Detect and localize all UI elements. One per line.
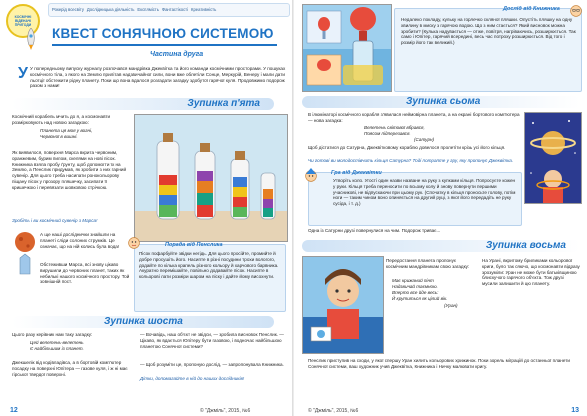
nav-item: Рокерід всесвіту <box>52 7 84 12</box>
dzhekvitka-icon <box>304 168 318 182</box>
section-5-title: Зупинка п'ята <box>187 98 260 109</box>
intro-text: У попередньому випуску журналу розпочався мандрівка Джеквітка та його команди космічними просторами. У пошуках космічного тіла, з якого на Землю прилітав надзвичайної сили, вони вже облетіли Сонце, Меркурій, Венеру і мали дати льотції обстежити рідну планету. Поки що вона вдалося розгадати загадку здобутої гарячої куля. Продовжимо подорож разом з нами! <box>30 66 286 89</box>
left-page <box>0 0 293 416</box>
nav-item: Дослідницька діяльність <box>86 7 135 12</box>
s8-intro: Передостання планета пропонує космічним мандрівникам свою загадку: <box>386 258 470 269</box>
dzhekvitka-game-label: Гра від Джеквітки <box>331 170 382 176</box>
title-underline <box>52 44 277 46</box>
s7-intro: В ілюмінаторі космічного корабля з'явилася неймовірна планета, а на екрані бортового комп'ютера — нова загадка: <box>308 112 520 123</box>
game-text: Утворіть коло. Угості один назви назване на руку з купками кільця. Попросуєте кожен у руки. Кільця треба переносити по всьому колу й знову повернути першими учасникові, не відпускаючи при цьому рук. (Спочатку в кільця проносьте голову, потім ноги — таким чином воно опиняється на другий руці, з якої його передадіть не руку сусіда, і т. д.) <box>333 178 516 207</box>
s7-poem-line: Велетень світової вбрався, <box>364 125 425 130</box>
penslyk-tip-text: Пісок пофарбуйте звідки негідь. Для цього просійте, промийте й добре просушіть його. Насипте в різні посудини трохи вологого, додайте по кілька крапель різного кольору й харчового барвника. Акуратно перемішайте, повільно додавайте пісок. Насипте в кольорові лати розміри шаром на піску і дайте йому висохнути. <box>139 251 279 280</box>
s8-poem-line: Й крутиться як цілий вік. <box>392 296 448 301</box>
s5-question: Зробіть і ви космічний сувенір з Марса! <box>12 218 98 223</box>
s7-question: Чи готові ви молодостівчить кільця Сатурна? Тоді потрапте у гру, яку пропонує Джеквітка. <box>308 158 514 163</box>
left-page-number: 12 <box>10 407 18 414</box>
section-8-title: Зупинка восьма <box>485 240 566 251</box>
s6-dialogue-1: — Вочавідь, наш об'єкт не звідси, — зробила висновок Пенслик. — Цікаво, як вдається Юпітеру бути газовою, і водночас найбільшою планетою Сонячної системи? <box>140 332 284 349</box>
nav-item: Фантастікості <box>161 7 189 12</box>
s8-body: На Урані, вкритому бриликами кольорової криги, було так сяючо, що космонавти відразу зрозуміли: Уран не може бути батьківщиною блискучого гарячого об'єкта. Тож друзі мусили залишити й цю планету. <box>482 258 580 287</box>
s8-poem-source: (Уран) <box>444 303 458 308</box>
drop-cap: У <box>18 65 28 82</box>
penslyk-icon <box>128 236 140 248</box>
mars-illustration <box>12 228 38 276</box>
knyzhnyk-experiment-box <box>394 8 582 92</box>
section-6-header <box>12 316 274 328</box>
s6-dialogue-2: — Щоб розуміти це, пропоную дослід, — запропонувала Книжника. <box>140 362 284 367</box>
nav-item: Експлмість <box>137 7 159 12</box>
s5-water: А ще наші досліднички знайшли на планеті сліди солоних струмків. Це означає, що на ній колись була вода! <box>40 232 120 249</box>
page-title: КВЕСТ СОНЯЧНОЮ СИСТЕМОЮ <box>52 26 274 41</box>
rubric-badge-text: КОСМІЧНІ ВІДЕНАЧІ ПРИГОДИ <box>14 15 32 27</box>
saturn-game-photo <box>524 112 582 204</box>
penslyk-tip-box <box>134 244 286 312</box>
s6-body: Джекшелік від кодівладівса, а в бортовій комп'ютер посадку на поверхні Юпітера — газове куля, і ж ні має гірської твердої поверхні. <box>12 360 128 377</box>
s6-question: Дітки, допомагайте в ній до наших дослідників! <box>140 376 245 381</box>
s8-poem-line: Має крижаний пінт <box>392 278 434 283</box>
nav-item: Креативність <box>191 7 217 12</box>
kids-drawing-photo <box>302 256 384 354</box>
s5-poem-line: Планета ця моя у вогні, <box>40 128 93 133</box>
s6-poem-line: Є найбільшим із планет. <box>30 346 84 351</box>
s5-intro: Космічний корабель мчить до я, а космонавти розмірковують над новою загадкою: <box>12 114 111 125</box>
right-page <box>294 0 587 416</box>
experiment-text: Недалеко покладу, кульку на горлечко скляної пляшки. Опустіть пляшку на одну хвилину в миску з гарячою водою. Що з ним стається? Який висновок можна зробити? (Кулька надувається — отже, повітря, нагріваючись, розширюється. Так само і Юпітер, гарячий всередині, весь час потроху розширюється. Від того і розмір його так великий.) <box>401 17 576 46</box>
s8-outro: Пенслик приступив на сходи, у якої спершу Уран хилить кольорових хрижинок. Поки зорель міграцій до останньої планети Сонячної системи, ваш художник учив Джеквітка, Книжника і Ничку малювати кригу. <box>308 358 570 369</box>
s6-poem-line: Цей велетень-велетень <box>30 340 84 345</box>
s6-intro: Цього разу керівник нам таку загадку: <box>12 332 93 337</box>
section-5-header <box>12 98 274 110</box>
s7-outro: Одна із Сатурни друзі повернулися на чим. Подорож триває... <box>308 228 441 233</box>
sand-bottles-photo <box>134 114 288 242</box>
s5-body: Як виявилося, поверхня Марса вкрита червоним, оранжевим, бурим пилом, скелями на нові пісок. Книжника взяла пробу ґрунту, щоб допомогти їх на Землю, а Пенслик придумав, як зробити з них гарний сувенір. Для цього треба насипати ронокольорову піщану пісок у прозору пляшечку, засипати її кришечкою і перевязати шовковою стрічкою. <box>12 150 127 190</box>
section-6-title: Зупинка шоста <box>104 316 183 327</box>
s7-body: Щоб дістатися до Сатурна, Джеквітковому кораблю довелося пролетіти крізь усі його кільця. <box>308 145 506 150</box>
s8-poem-line: Вперто все йде весь: <box>392 290 439 295</box>
balloon-experiment-photo <box>302 4 392 92</box>
knyzhnyk-label: Дослід від Книжника <box>503 6 560 12</box>
s7-poem-line: Поясом підперезався. <box>364 131 411 136</box>
s5-outro: Обстеживши Марса, всі знову цікаво вирушили до червоних планет, таких як небилькі нашого космічного простору. Той зовнішній пост. <box>40 262 130 285</box>
knyzhnyk-icon <box>570 4 582 16</box>
right-page-number: 13 <box>571 407 579 414</box>
section-7-header <box>302 96 580 108</box>
section-7-title: Зупинка сьома <box>406 96 481 107</box>
right-footer: © "Джміль", 2015, №6 <box>308 408 359 414</box>
rocket-icon <box>26 28 36 50</box>
s5-poem-line: Червоної в вишні. <box>40 134 78 139</box>
page-subtitle: Частина друга <box>150 51 204 58</box>
rubric-nav <box>48 3 290 17</box>
dzhekvitka-game-box <box>308 172 522 226</box>
penslyk-tip-label: Порада від Пенслика <box>165 242 223 248</box>
s7-poem-source: (Сатурн) <box>414 137 435 142</box>
s8-poem-line: Надзвичай таємною. <box>392 284 438 289</box>
left-footer: © "Джміль", 2015, №6 <box>200 408 251 414</box>
section-8-header <box>302 240 580 252</box>
